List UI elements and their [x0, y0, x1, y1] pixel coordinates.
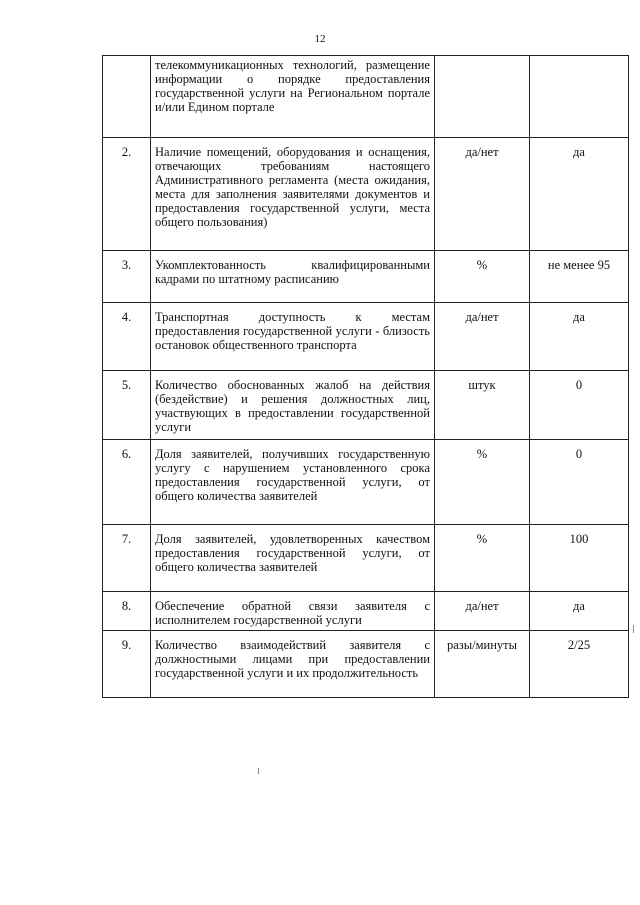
row-number: 8.: [103, 592, 151, 631]
table-row: [103, 138, 629, 251]
table-row: [103, 251, 629, 303]
row-description: Количество взаимодействий заявителя с должностными лицами при предоставлении государственной услуги и их продолжительность: [151, 631, 435, 698]
table-row: [103, 56, 629, 138]
row-number: [103, 56, 151, 138]
scan-mark: [633, 625, 634, 633]
row-description: Обеспечение обратной связи заявителя с исполнителем государственной услуги: [151, 592, 435, 631]
row-value: [530, 56, 629, 138]
row-value: 0: [530, 440, 629, 525]
table-row: [103, 525, 629, 592]
row-value: 100: [530, 525, 629, 592]
row-description: Транспортная доступность к местам предоставления государственной услуги - близость остановок общественного транспорта: [151, 303, 435, 371]
table-row: [103, 303, 629, 371]
row-description: Доля заявителей, удовлетворенных качеством предоставления государственной услуги, от общего количества заявителей: [151, 525, 435, 592]
row-number: 7.: [103, 525, 151, 592]
row-value: не менее 95: [530, 251, 629, 303]
row-unit: да/нет: [435, 303, 530, 371]
row-value: 2/25: [530, 631, 629, 698]
scan-mark: [258, 768, 259, 774]
row-description: Укомплектованность квалифицированными кадрами по штатному расписанию: [151, 251, 435, 303]
row-number: 3.: [103, 251, 151, 303]
indicators-table: [102, 55, 629, 698]
table-row: [103, 592, 629, 631]
row-description: Наличие помещений, оборудования и оснащения, отвечающих требованиям настоящего Административного регламента (места ожидания, места для заполнения заявителями документов и предоставления государственной услуги, места общего пользования): [151, 138, 435, 251]
table-row: [103, 631, 629, 698]
row-value: да: [530, 138, 629, 251]
row-unit: %: [435, 440, 530, 525]
row-value: да: [530, 592, 629, 631]
table-row: [103, 440, 629, 525]
row-number: 4.: [103, 303, 151, 371]
row-number: 5.: [103, 371, 151, 440]
row-number: 2.: [103, 138, 151, 251]
row-value: 0: [530, 371, 629, 440]
row-unit: %: [435, 525, 530, 592]
row-unit: %: [435, 251, 530, 303]
page-number: 12: [314, 33, 326, 45]
row-description: телекоммуникационных технологий, размещение информации о порядке предоставления государственной услуги на Региональном портале и/или Едином портале: [151, 56, 435, 138]
row-unit: да/нет: [435, 592, 530, 631]
row-unit: штук: [435, 371, 530, 440]
row-description: Доля заявителей, получивших государственную услугу с нарушением установленного срока предоставления государственной услуги, от общего количества заявителей: [151, 440, 435, 525]
row-unit: да/нет: [435, 138, 530, 251]
row-unit: [435, 56, 530, 138]
row-value: да: [530, 303, 629, 371]
row-unit: разы/минуты: [435, 631, 530, 698]
row-number: 6.: [103, 440, 151, 525]
row-description: Количество обоснованных жалоб на действия (бездействие) и решения должностных лиц, участвующих в предоставлении государственной услуги: [151, 371, 435, 440]
row-number: 9.: [103, 631, 151, 698]
table-row: [103, 371, 629, 440]
